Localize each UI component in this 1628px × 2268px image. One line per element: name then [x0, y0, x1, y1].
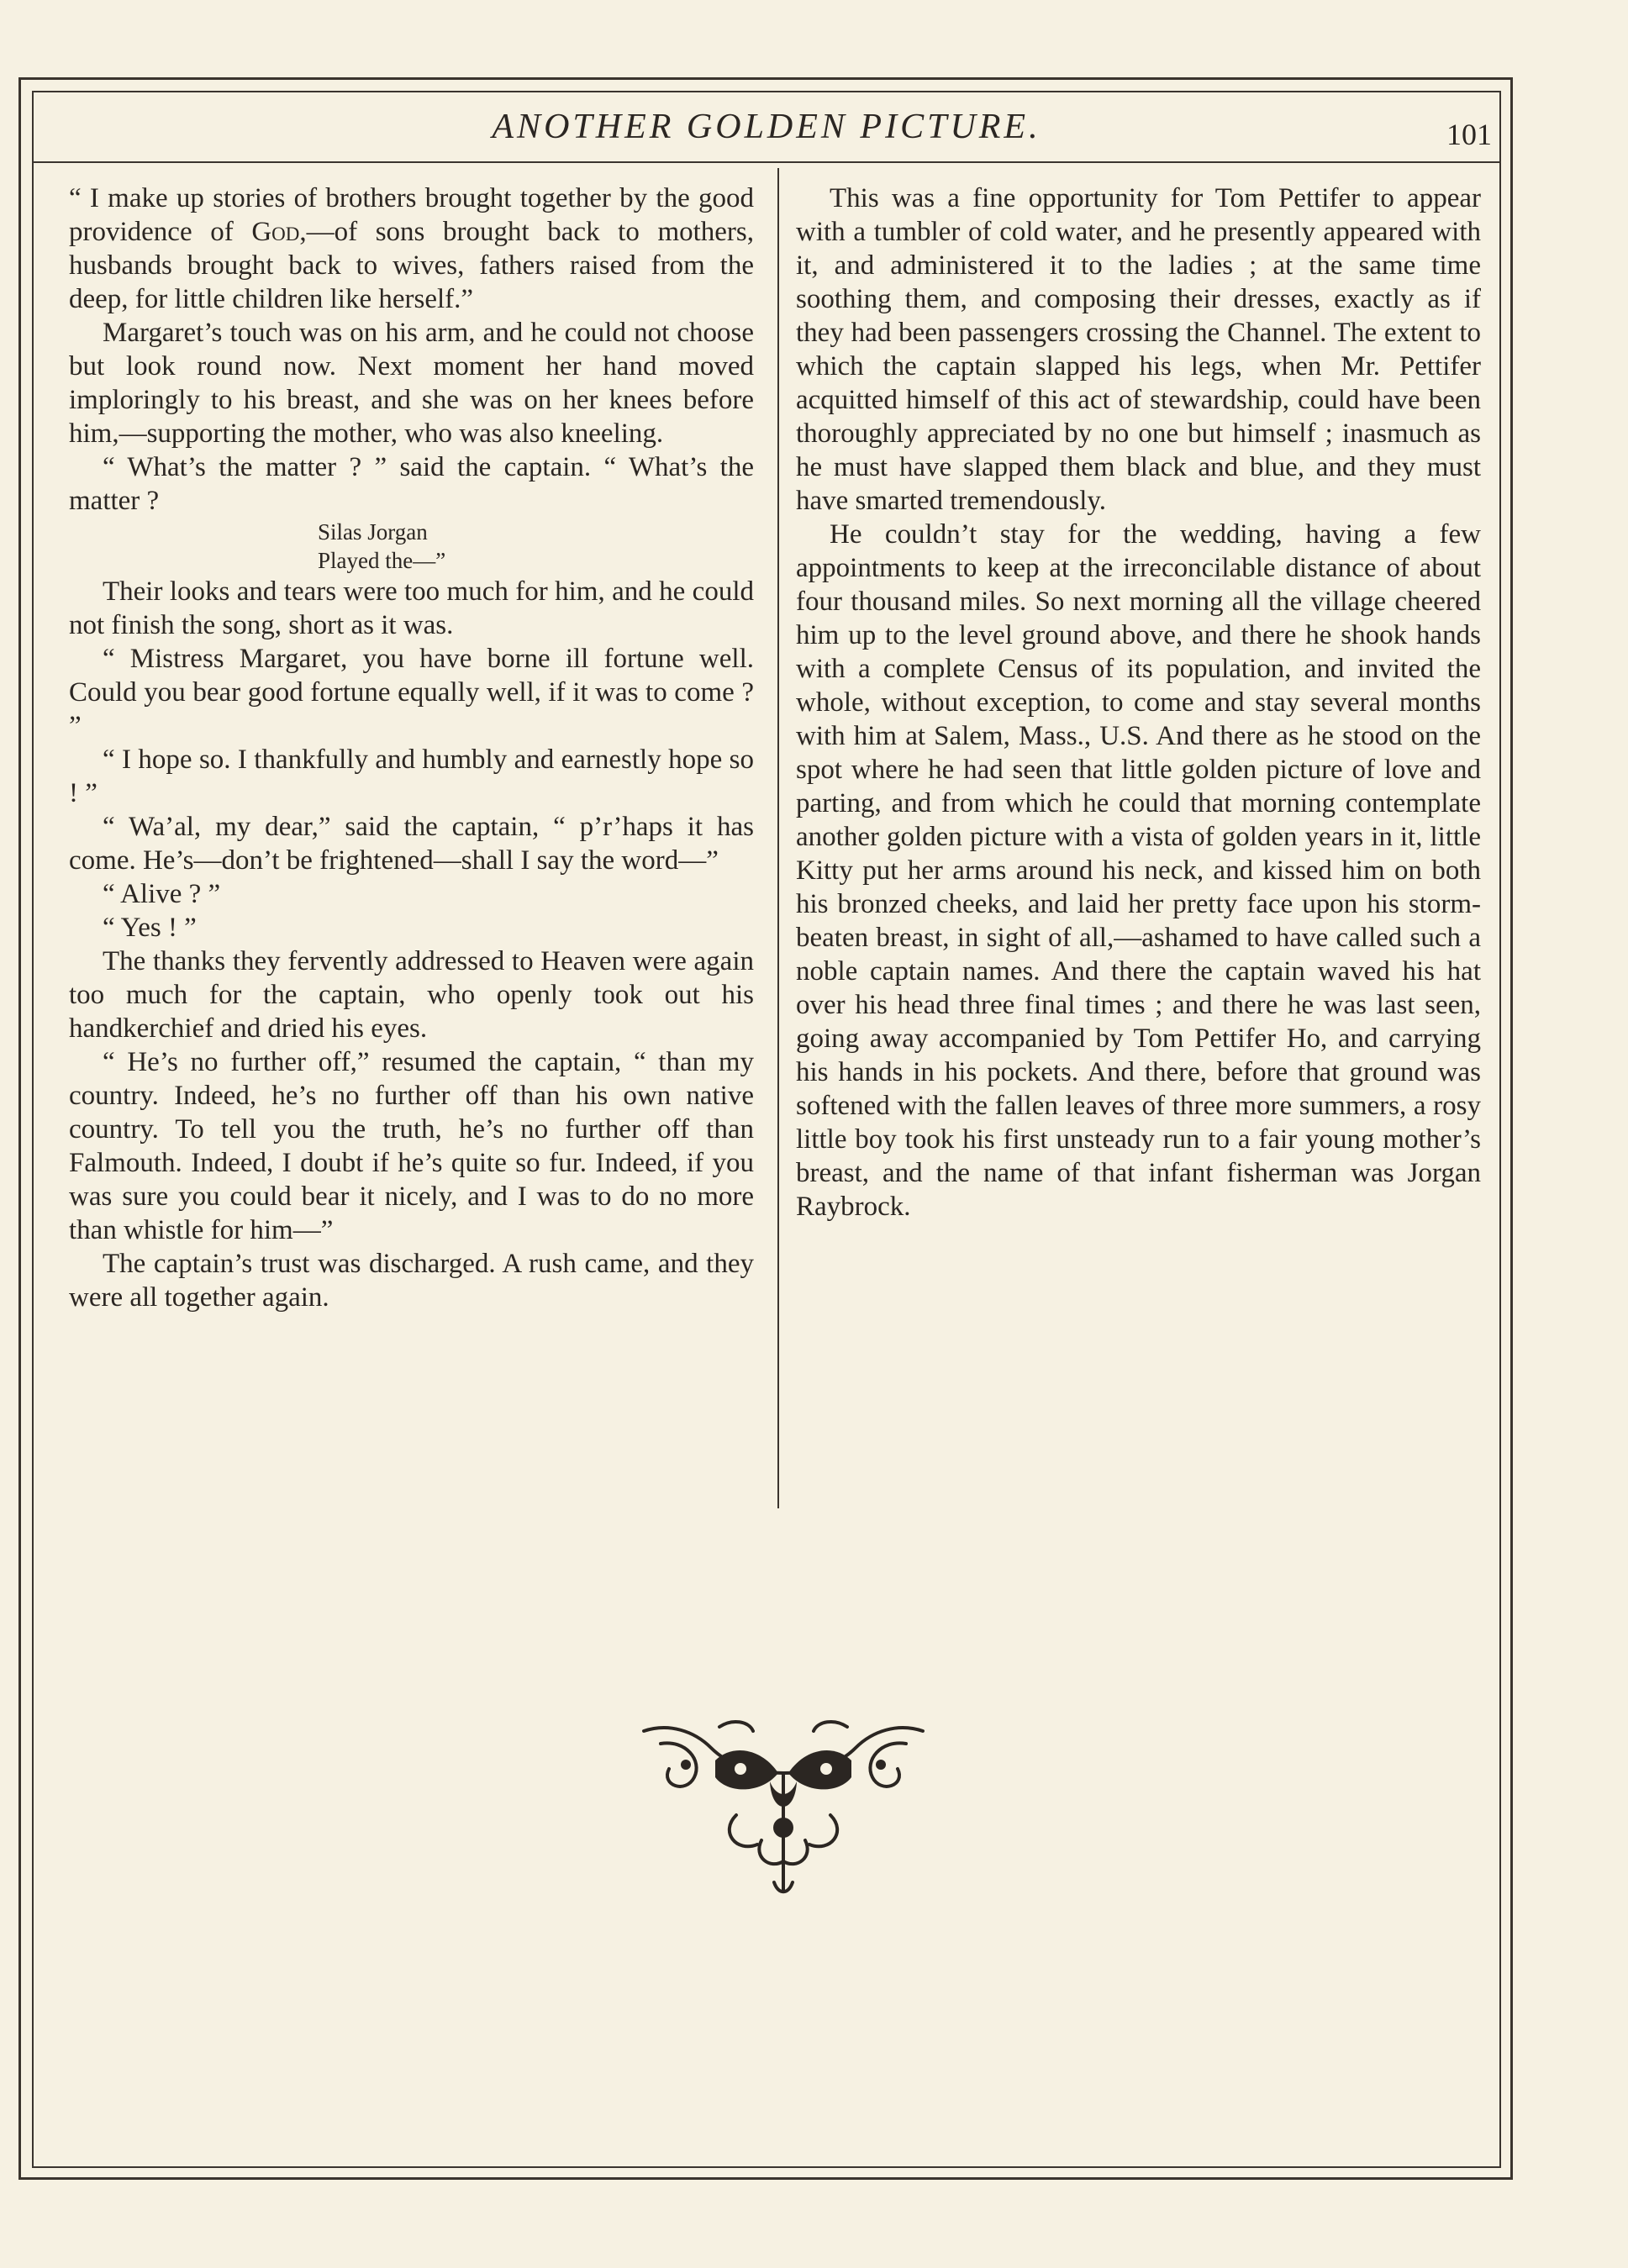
verse-line: Silas Jorgan	[318, 519, 428, 545]
left-column	[69, 182, 754, 1314]
paragraph: “ Mistress Margaret, you have borne ill fortune well. Could you bear good fortune equally well, if it was to come ? ”	[69, 644, 754, 741]
paragraph: The captain’s trust was discharged. A rush came, and they were all together again.	[69, 1249, 754, 1313]
verse-line: Played the—”	[318, 548, 446, 573]
paragraph: “ He’s no further off,” resumed the captain, “ than my country. Indeed, he’s no further off than his own native country. To tell you the truth, he’s no further off than Falmouth. Indeed, I doubt if he’s quite so fur. Indeed, if you was sure you could bear it nicely, and I was to do no more than whistle for him—”	[69, 1047, 754, 1245]
floral-tailpiece-ornament-icon	[635, 1714, 931, 1908]
paragraph: “ Wa’al, my dear,” said the captain, “ p’r’haps it has come. He’s—don’t be frightened—shall I say the word—”	[69, 812, 754, 876]
paragraph: “ Yes ! ”	[103, 913, 197, 943]
header-rule	[32, 161, 1501, 163]
running-title: ANOTHER GOLDEN PICTURE.	[492, 108, 1041, 146]
paragraph: “ What’s the matter ? ” said the captain. “ What’s the matter ?	[69, 452, 754, 516]
paragraph: He couldn’t stay for the wedding, having a few appointments to keep at the irreconcilable distance of about four thousand miles. So next morning all the village cheered him up to the level ground above, and there he shook hands with a complete Census of its population, and invited the whole, without exception, to come and stay several months with him at Salem, Mass., U.S. And there as he stood on the spot where he had seen that little golden picture of love and parting, and from which he could that morning contemplate another golden picture with a vista of golden years in it, little Kitty put her arms around his neck, and kissed him on both his bronzed cheeks, and laid her pretty face upon his storm-beaten breast, in sight of all,—ashamed to have called such a noble captain names. And there the captain waved his hat over his head three final times ; and there he was last seen, going away accompanied by Tom Pettifer Ho, and carrying his hands in his pockets. And there, before that ground was softened with the fallen leaves of three more summers, a rosy little boy took his first unsteady run to a fair young mother’s breast, and the name of that infant fisherman was Jorgan Raybrock.	[796, 519, 1481, 1222]
paragraph: This was a fine opportunity for Tom Pettifer to appear with a tumbler of cold water, and he presently appeared with it, and administered it to the ladies ; at the same time soothing them, and composing their dresses, exactly as if they had been passengers crossing the Channel. The extent to which the captain slapped his legs, when Mr. Pettifer acquitted himself of this act of stewardship, could have been thoroughly appreciated by no one but himself ; inasmuch as he must have slapped them black and blue, and they must have smarted tremendously.	[796, 183, 1481, 516]
paragraph: “ I hope so. I thankfully and humbly and earnestly hope so ! ”	[69, 745, 754, 808]
page-number: 101	[1446, 118, 1492, 151]
paragraph: Margaret’s touch was on his arm, and he could not choose but look round now. Next moment her hand moved imploringly to his breast, and she was on her knees before him,—supporting the mother, who was also kneeling.	[69, 318, 754, 449]
paragraph: The thanks they fervently addressed to Heaven were again too much for the captain, who openly took out his handkerchief and dried his eyes.	[69, 946, 754, 1044]
paragraph: “ Alive ? ”	[103, 879, 221, 909]
paragraph: “ I make up stories of brothers brought together by the good providence of God,—of sons brought back to mothers, husbands brought back to wives, fathers raised from the deep, for little children like herself.”	[69, 183, 755, 314]
column-divider	[777, 168, 779, 1508]
right-column	[796, 182, 1481, 1223]
small-caps-word: God	[251, 217, 300, 247]
paragraph: Their looks and tears were too much for him, and he could not finish the song, short as it was.	[69, 576, 754, 640]
